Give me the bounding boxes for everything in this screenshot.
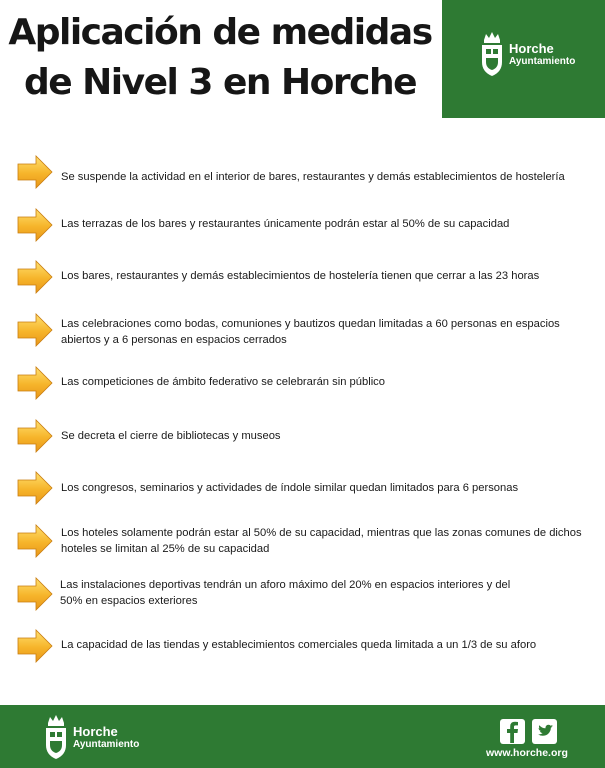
- brand-name: Horche: [73, 723, 118, 739]
- page-title: [0, 8, 440, 108]
- title-line-1: Aplicación de medidas: [8, 12, 432, 53]
- measure-text: Se suspende la actividad en el interior de bares, restaurantes y demás establecimientos de hostelería: [61, 171, 565, 183]
- measure-text: Los congresos, seminarios y actividades de índole similar quedan limitados para 6 personas: [61, 482, 519, 494]
- arrow-icon: [17, 419, 53, 453]
- arrow-icon: [17, 366, 53, 400]
- header: [0, 0, 605, 118]
- measure-text: Los hoteles solamente podrán estar al 50% de su capacidad, mientras que las zonas comunes de dichos hoteles se limitan al 25% de su capacidad: [61, 527, 582, 555]
- brand-name: Horche: [509, 40, 554, 56]
- title-line-2: de Nivel 3 en Horche: [23, 62, 417, 103]
- arrow-icon: [17, 577, 53, 611]
- measure-text: Los bares, restaurantes y demás establecimientos de hostelería tienen que cerrar a las 23 horas: [61, 270, 540, 282]
- footer: [0, 705, 605, 768]
- arrow-icon: [17, 260, 53, 294]
- measure-text: Las celebraciones como bodas, comuniones y bautizos quedan limitadas a 60 personas en espacios abiertos y a 6 personas en espacios cerrados: [61, 318, 560, 346]
- crest-icon: [478, 30, 506, 78]
- arrow-icon: [17, 155, 53, 189]
- measure-text: Las instalaciones deportivas tendrán un aforo máximo del 20% en espacios interiores y del 50% en espacios exteriores: [60, 579, 511, 607]
- measure-text: Las terrazas de los bares y restaurantes únicamente podrán estar al 50% de su capacidad: [61, 218, 510, 230]
- arrow-icon: [17, 208, 53, 242]
- arrow-icon: [17, 471, 53, 505]
- website-link[interactable]: www.horche.org: [486, 747, 568, 759]
- crest-icon: [42, 713, 70, 761]
- social-links: [500, 719, 557, 744]
- header-logo[interactable]: [478, 30, 575, 78]
- arrow-icon: [17, 313, 53, 347]
- arrow-icon: [17, 629, 53, 663]
- twitter-icon[interactable]: [532, 719, 557, 744]
- arrow-icon: [17, 524, 53, 558]
- brand-subtitle: Ayuntamiento: [73, 738, 140, 750]
- footer-logo[interactable]: [42, 713, 139, 761]
- facebook-icon[interactable]: [500, 719, 525, 744]
- brand-subtitle: Ayuntamiento: [509, 55, 576, 67]
- measure-text: Se decreta el cierre de bibliotecas y museos: [61, 430, 281, 442]
- measure-text: Las competiciones de ámbito federativo se celebrarán sin público: [61, 376, 386, 388]
- measure-text: La capacidad de las tiendas y establecimientos comerciales queda limitada a un 1/3 de su aforo: [61, 639, 537, 651]
